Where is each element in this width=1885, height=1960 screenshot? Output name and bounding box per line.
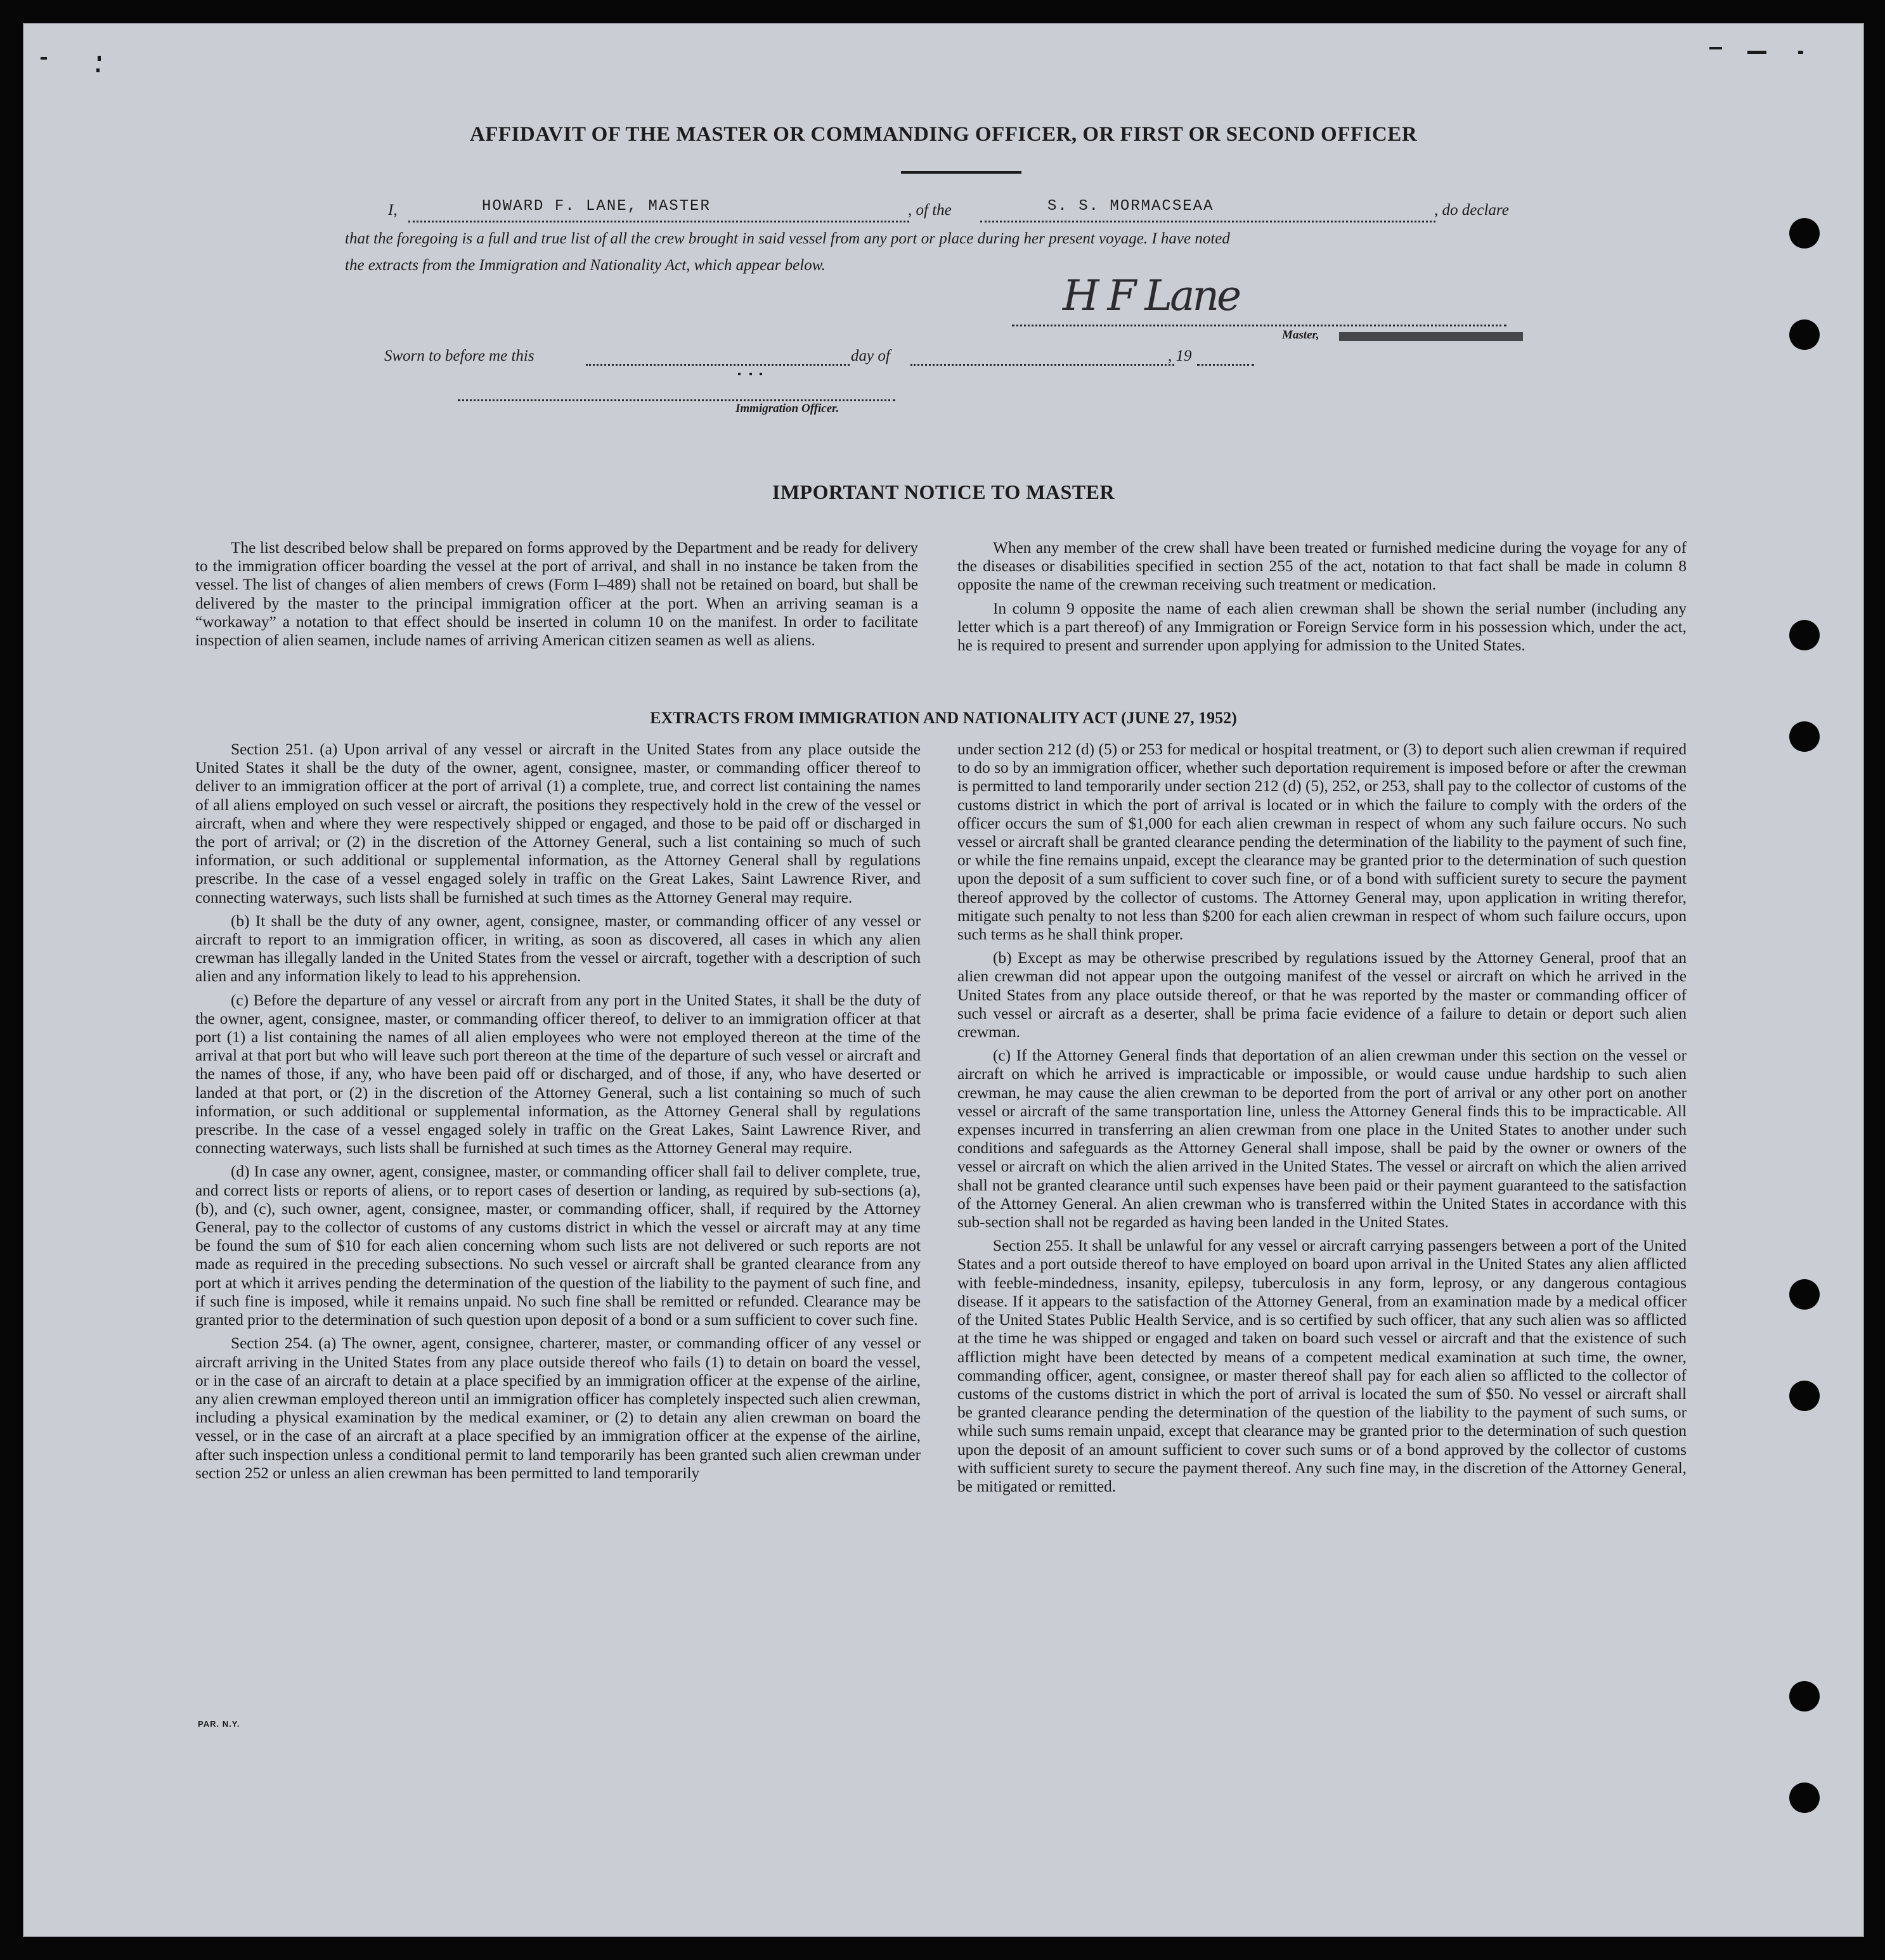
- extracts-left-column: [195, 740, 921, 1483]
- signature-title-label: Master,: [1282, 328, 1319, 342]
- punch-hole: [1789, 218, 1820, 248]
- year-label: , 19: [1168, 347, 1192, 364]
- speck: [738, 373, 741, 375]
- punch-hole: [1789, 319, 1820, 350]
- section-255: Section 255. It shall be unlawful for any vessel or aircraft carrying passengers between a port of the United States and a port outside thereof to have employed on board upon arrival in the United States any alien afflicted with feeble-mindedness, insanity, epilepsy, tuberculosis in any form, leprosy, or any dangerous contagious disease. If it appears to the satisfaction of the Attorney General, from an examination made by a medical officer of the United States Public Health Service, and is so certified by such officer, that any such alien was so afflicted at the time he was shipped or engaged and taken on board such vessel or aircraft and that the existence of such affliction might have been detected by means of a competent medical examination at such time, the owner, commanding officer, agent, consignee, or master thereof shall pay for each alien so afflicted to the collector of customs of the customs district in which the port of arrival is located the sum of $50. No vessel or aircraft shall be granted clearance pending the determination of the question of the liability to the payment of such sums, or while such sums remain unpaid, except that clearance may be granted prior to the determination of such question upon the deposit of an amount sufficient to cover such sums or of a bond approved by the collector of customs with sufficient surety to secure the payment thereof. Any such fine may, in the discretion of the Attorney General, be mitigated or remitted.: [957, 1237, 1687, 1495]
- vessel-name-value: S. S. MORMACSEAA: [1047, 198, 1214, 215]
- document-page: [23, 23, 1864, 1937]
- section-251-b: (b) It shall be the duty of any owner, agent, consignee, master, or commanding officer of any vessel or aircraft to report to an immigration officer, in writing, as soon as discovered, all cases in which any alien crewman has illegally landed in the United States from the vessel or aircraft, together with a description of such alien and any information likely to lead to his apprehension.: [195, 912, 921, 986]
- notice-right-column: [957, 539, 1687, 655]
- of-the-label: , of the: [908, 202, 952, 219]
- sworn-label: Sworn to before me this: [384, 347, 534, 364]
- extracts-right-column: [957, 740, 1687, 1496]
- speck: [1798, 51, 1803, 54]
- section-251-c: (c) Before the departure of any vessel or aircraft from any port in the United States, it shall be the duty of the owner, agent, consignee, master, or commanding officer thereof, to deliver to an immigration officer at that port (1) a list containing the names of all alien employees who were not employed thereon at the time of the arrival at that port but who will leave such port thereon at the time of the departure of such vessel or aircraft and the names of those, if any, who have been paid off or discharged, and of those, if any, who have deserted or landed at that port, or (2) in the discretion of the Attorney General, such a list containing so much of such information, or such additional or supplemental information, as the Attorney General shall by regulations prescribe. In the case of a vessel engaged solely in traffic on the Great Lakes, Saint Lawrence River, and connecting waterways, such lists shall be furnished at such times as the Attorney General may require.: [195, 991, 921, 1157]
- name-dotted-line: [408, 221, 909, 222]
- declaration-line-2: that the foregoing is a full and true list of all the crew brought in said vessel from any port or place during her present voyage. I have noted: [345, 230, 1230, 247]
- speck: [98, 56, 101, 61]
- year-dotted-line: [1197, 364, 1254, 366]
- punch-hole: [1789, 620, 1820, 650]
- punch-hole: [1789, 1381, 1820, 1411]
- month-dotted-line: [910, 364, 1174, 366]
- section-254-a: Section 254. (a) The owner, agent, consignee, charterer, master, or commanding officer of any vessel or aircraft arriving in the United States from any place outside thereof who fails (1) to detain on board the vessel, or in the case of an aircraft to detain at a place specified by an immigration officer at the expense of the airline, any alien crewman employed thereon until an immigration officer has completely inspected such alien crewman, including a physical examination by the medical examiner, or (2) to detain any alien crewman on board the vessel, or in the case of an aircraft at a place specified by an immigration officer at the expense of the airline, after such inspection unless a conditional permit to land temporarily has been granted such alien crewman under section 252 or unless an alien crewman has been permitted to land temporarily: [195, 1334, 921, 1482]
- sworn-date-dotted-line: [586, 364, 850, 366]
- declaration-line-3: the extracts from the Immigration and Nationality Act, which appear below.: [345, 257, 826, 274]
- notice-left-paragraph: The list described below shall be prepared on forms approved by the Department and be ready for delivery to the immigration officer boarding the vessel at the port of arrival, and shall in no instance be taken from the vessel. The list of changes of alien members of crews (Form I–489) shall not be retained on board, but shall be delivered by the master to the principal immigration officer at the port. When an arriving seaman is a “workaway” a notation to that effect should be inserted in column 10 on the manifest. In order to facilitate inspection of alien seamen, include names of arriving American citizen seamen as well as aliens.: [195, 539, 918, 650]
- speck: [760, 373, 762, 375]
- section-251-d: (d) In case any owner, agent, consignee, master, or commanding officer shall fail to deliver complete, true, and correct lists or reports of aliens, or to report cases of desertion or landing, as required by sub-sections (a), (b), and (c), such owner, agent, consignee, master, or commanding officer, shall, if required by the Attorney General, pay to the collector of customs of any customs district in which the vessel or aircraft may at any time be found the sum of $10 for each alien concerning whom such lists are not delivered or such reports are not made as required in the preceding subsections. No such vessel or aircraft shall be granted clearance from any port at which it arrives pending the determination of the question of the liability to the payment of such fine, and if such fine is imposed, while it remains unpaid. No such fine shall be remitted or refunded. Clearance may be granted prior to the determination of such question upon deposit of a bond or a sum sufficient to cover such fine.: [195, 1163, 921, 1329]
- section-251-a: Section 251. (a) Upon arrival of any vessel or aircraft in the United States from any place outside the United States it shall be the duty of the owner, agent, consignee, master, or commanding officer thereof to deliver to an immigration officer at the port of arrival (1) a complete, true, and correct list containing the names of all aliens employed on such vessel or aircraft, the positions they respectively hold in the crew of the vessel or aircraft, when and where they were respectively shipped or engaged, and those to be paid off or discharged in the port of arrival; or (2) in the discretion of the Attorney General, such a list containing so much of such information, or such additional or supplemental information, as the Attorney General shall by regulations prescribe. In the case of a vessel engaged solely in traffic on the Great Lakes, Saint Lawrence River, and connecting waterways, such lists shall be furnished at such times as the Attorney General may require.: [195, 740, 921, 906]
- punch-hole: [1789, 1783, 1820, 1813]
- notice-right-paragraph-2: In column 9 opposite the name of each alien crewman shall be shown the serial number (including any letter which is a part thereof) of any Immigration or Foreign Service form in his possession which, under the act, he is required to present and surrender upon applying for admission to the United States.: [957, 599, 1687, 655]
- title-rule: [901, 171, 1021, 174]
- affidavit-title: AFFIDAVIT OF THE MASTER OR COMMANDING OFFICER, OR FIRST OR SECOND OFFICER: [469, 123, 1418, 146]
- section-254-c: (c) If the Attorney General finds that deportation of an alien crewman under this section on the vessel or aircraft on which he arrived is impracticable or impossible, or would cause undue hardship to such alien crewman, he may cause the alien crewman to be deported from the port of arrival or any other port on another vessel or aircraft of the same transportation line, unless the Attorney General finds this to be impracticable. All expenses incurred in transferring an alien crewman from one place in the United States to another under such conditions and safeguards as the Attorney General shall impose, shall be paid by the owner or owners of the vessel or aircraft on which the alien arrived in the United States. The vessel or aircraft on which the alien arrived shall not be granted clearance until such expenses have been paid or their payment guaranteed to the satisfaction of the Attorney General. An alien crewman who is transferred within the United States in accordance with this sub-section shall not be regarded as having been landed in the United States.: [957, 1047, 1687, 1232]
- punch-hole: [1789, 1681, 1820, 1712]
- extracts-heading: EXTRACTS FROM IMMIGRATION AND NATIONALITY ACT (JUNE 27, 1952): [650, 709, 1237, 727]
- speck: [749, 373, 752, 375]
- master-name-value: HOWARD F. LANE, MASTER: [482, 198, 711, 215]
- immigration-officer-label: Immigration Officer.: [735, 402, 839, 415]
- vessel-dotted-line: [980, 221, 1435, 222]
- notice-right-paragraph-1: When any member of the crew shall have been treated or furnished medicine during the voyage for any of the diseases or disabilities specified in section 255 of the act, notation to that fact shall be made in column 8 opposite the name of the crewman receiving such treatment or medication.: [957, 539, 1687, 594]
- section-254-b: (b) Except as may be otherwise prescribed by regulations issued by the Attorney General, proof that an alien crewman did not appear upon the outgoing manifest of the vessel or aircraft on which he arrived in the United States from any place outside thereof, or that he was reported by the master or commanding officer of such vessel or aircraft as a deserter, shall be prima facie evidence of a failure to detain or deport such alien crewman.: [957, 949, 1687, 1041]
- notice-heading: IMPORTANT NOTICE TO MASTER: [772, 480, 1115, 503]
- do-declare-label: , do declare: [1434, 202, 1509, 219]
- speck: [41, 57, 47, 60]
- punch-hole: [1789, 1279, 1820, 1310]
- day-of-label: day of: [851, 347, 890, 364]
- printer-mark: PAR. N.Y.: [198, 1719, 240, 1729]
- signature-dotted-line: [1012, 325, 1506, 326]
- struck-out-title: [1339, 332, 1523, 341]
- section-254-a-continued: under section 212 (d) (5) or 253 for medical or hospital treatment, or (3) to deport such alien crewman if required to do so by an immigration officer, whether such deportation requirement is imposed before or after the crewman is permitted to land temporarily under section 212 (d) (5), 252, or 253, shall pay to the collector of customs of the customs district in which the port of arrival is located or in which the failure to comply with the orders of the officer occurs the sum of $1,000 for each alien crewman in respect of whom any such failure occurs. No such vessel or aircraft shall be granted clearance pending the determination of the liability to the payment of such fine, or while the fine remains unpaid, except the clearance may be granted prior to the determination of such question upon the deposit of a sum sufficient to cover such fine, or of a bond with sufficient surety to secure the payment thereof approved by the collector of customs. The Attorney General may, upon application in writing therefor, mitigate such penalty to not less than $200 for each alien crewman in respect of whom such failure occurs, upon such terms as he shall think proper.: [957, 740, 1687, 944]
- speck: [1747, 51, 1766, 54]
- notice-left-column: [195, 539, 918, 650]
- speck: [1709, 47, 1722, 49]
- immigration-officer-dotted-line: [458, 399, 895, 401]
- speck: [96, 68, 100, 72]
- master-signature: H F Lane: [1063, 271, 1240, 320]
- declaration-prefix: I,: [388, 202, 398, 219]
